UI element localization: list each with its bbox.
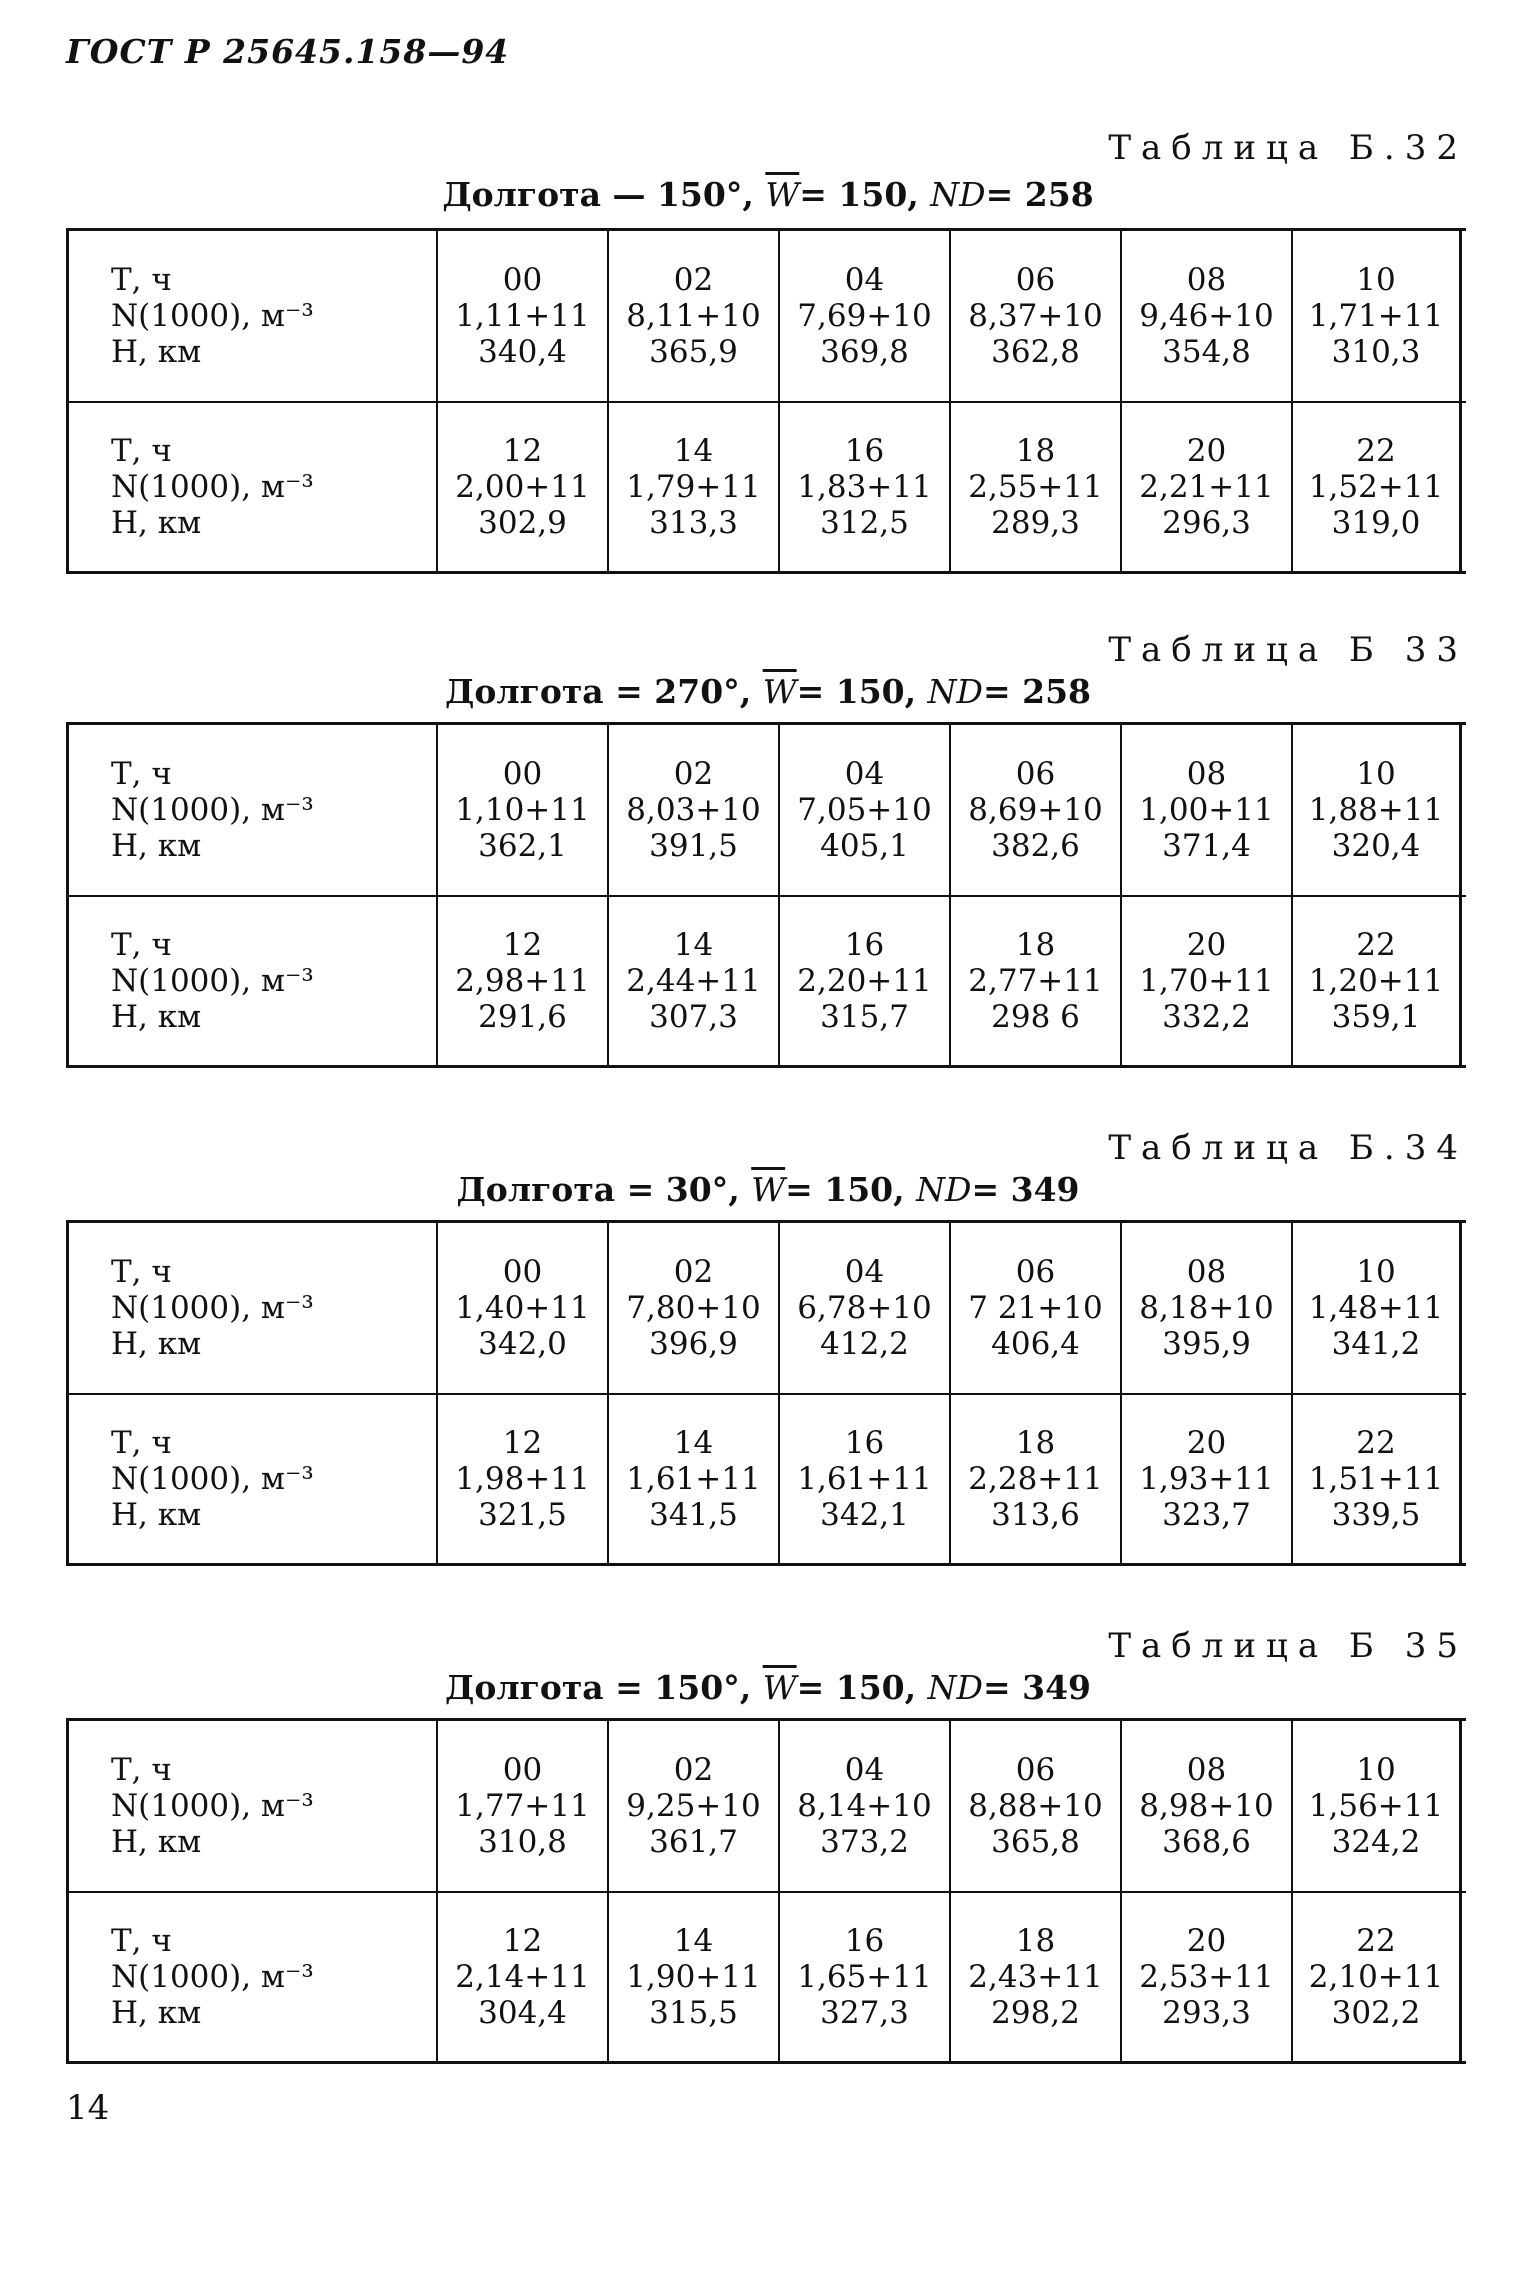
density-value: 1,88+11 — [1308, 792, 1444, 828]
caption-w-value: = 150, — [799, 175, 919, 214]
table-row-block — [66, 895, 1466, 1065]
time-value: 20 — [1186, 1425, 1227, 1461]
table-cell — [1120, 1721, 1291, 1891]
table-cell — [949, 231, 1120, 401]
caption-w-value: = 150, — [796, 1668, 917, 1707]
label-height: Н, км — [111, 999, 202, 1035]
table-cell — [949, 1223, 1120, 1393]
table-cell — [1291, 1721, 1462, 1891]
height-value: 406,4 — [991, 1326, 1080, 1362]
table-cell — [1291, 403, 1462, 571]
label-time: Т, ч — [111, 1254, 172, 1290]
table-cell — [436, 1395, 607, 1563]
caption-w-symbol: $\overline{W}$ — [751, 1170, 786, 1209]
time-value: 10 — [1356, 1752, 1396, 1788]
label-density: N(1000), м⁻³ — [111, 1290, 314, 1326]
density-value: 8,03+10 — [626, 792, 761, 828]
label-height: Н, км — [111, 505, 202, 541]
time-value: 00 — [502, 1752, 543, 1788]
table-cell — [436, 1893, 607, 2061]
time-value: 14 — [673, 1923, 714, 1959]
table-cell — [949, 1721, 1120, 1891]
time-value: 22 — [1356, 1923, 1396, 1959]
table-label: Таблица Б 35 — [1108, 1626, 1468, 1666]
density-value: 1,48+11 — [1308, 1290, 1444, 1326]
table-row-block — [66, 725, 1466, 895]
table-cell — [1120, 1893, 1291, 2061]
density-value: 1,61+11 — [626, 1461, 761, 1497]
data-table — [66, 722, 1466, 1068]
time-value: 18 — [1015, 433, 1056, 469]
label-height: Н, км — [111, 1326, 202, 1362]
height-value: 391,5 — [649, 828, 738, 864]
label-time: Т, ч — [111, 1923, 172, 1959]
time-value: 04 — [844, 262, 885, 298]
table-caption — [0, 1170, 1536, 1209]
table-row-block — [66, 1393, 1466, 1563]
time-value: 06 — [1015, 1752, 1056, 1788]
label-height: Н, км — [111, 334, 202, 370]
label-density: N(1000), м⁻³ — [111, 792, 314, 828]
height-value: 313,3 — [649, 505, 738, 541]
label-density: N(1000), м⁻³ — [111, 298, 314, 334]
time-value: 02 — [673, 1254, 714, 1290]
table-label: Таблица Б.34 — [1108, 1128, 1468, 1168]
height-value: 327,3 — [820, 1995, 909, 2031]
density-value: 1,79+11 — [626, 469, 761, 505]
table-cell — [436, 231, 607, 401]
density-value: 2,77+11 — [968, 963, 1103, 999]
density-value: 1,98+11 — [455, 1461, 590, 1497]
data-table — [66, 1220, 1466, 1566]
height-value: 298,2 — [991, 1995, 1080, 2031]
time-value: 08 — [1186, 262, 1227, 298]
table-cell — [1291, 1223, 1462, 1393]
density-value: 2,53+11 — [1139, 1959, 1274, 1995]
time-value: 12 — [502, 433, 543, 469]
table-cell — [436, 1223, 607, 1393]
density-value: 1,10+11 — [455, 792, 590, 828]
time-value: 02 — [673, 756, 714, 792]
table-cell — [1291, 1395, 1462, 1563]
table-cell — [1120, 1223, 1291, 1393]
table-row-block — [66, 1891, 1466, 2061]
time-value: 22 — [1356, 927, 1396, 963]
row-labels — [66, 1721, 436, 1891]
table-cell — [949, 1893, 1120, 2061]
height-value: 289,3 — [991, 505, 1080, 541]
table-cell — [1120, 897, 1291, 1065]
density-value: 1,61+11 — [797, 1461, 932, 1497]
density-value: 2,98+11 — [455, 963, 590, 999]
height-value: 354,8 — [1162, 334, 1251, 370]
table-cell — [607, 1223, 778, 1393]
height-value: 321,5 — [478, 1497, 567, 1533]
density-value: 9,25+10 — [626, 1788, 761, 1824]
height-value: 362,1 — [478, 828, 567, 864]
table-cell — [436, 897, 607, 1065]
density-value: 1,56+11 — [1308, 1788, 1444, 1824]
height-value: 373,2 — [820, 1824, 909, 1860]
density-value: 2,10+11 — [1308, 1959, 1444, 1995]
height-value: 310,3 — [1331, 334, 1421, 370]
density-value: 8,18+10 — [1139, 1290, 1274, 1326]
row-labels — [66, 403, 436, 571]
table-cell — [1291, 231, 1462, 401]
time-value: 18 — [1015, 927, 1056, 963]
label-time: Т, ч — [111, 262, 172, 298]
row-labels — [66, 897, 436, 1065]
density-value: 2,55+11 — [968, 469, 1103, 505]
time-value: 18 — [1015, 1425, 1056, 1461]
density-value: 2,28+11 — [968, 1461, 1103, 1497]
density-value: 1,83+11 — [797, 469, 932, 505]
label-time: Т, ч — [111, 433, 172, 469]
table-cell — [778, 1721, 949, 1891]
data-table — [66, 228, 1466, 574]
height-value: 315,5 — [649, 1995, 738, 2031]
table-cell — [949, 725, 1120, 895]
density-value: 8,69+10 — [968, 792, 1103, 828]
height-value: 291,6 — [478, 999, 567, 1035]
height-value: 324,2 — [1331, 1824, 1421, 1860]
height-value: 361,7 — [649, 1824, 738, 1860]
table-cell — [778, 1223, 949, 1393]
label-height: Н, км — [111, 828, 202, 864]
time-value: 10 — [1356, 756, 1396, 792]
density-value: 7,69+10 — [797, 298, 932, 334]
time-value: 22 — [1356, 1425, 1396, 1461]
density-value: 1,65+11 — [797, 1959, 932, 1995]
caption-longitude: Долгота — 150°, — [442, 175, 754, 214]
time-value: 04 — [844, 756, 885, 792]
height-value: 302,9 — [478, 505, 567, 541]
time-value: 06 — [1015, 1254, 1056, 1290]
label-density: N(1000), м⁻³ — [111, 1461, 314, 1497]
height-value: 298 6 — [991, 999, 1080, 1035]
table-cell — [949, 403, 1120, 571]
density-value: 1,11+11 — [455, 298, 590, 334]
table-cell — [949, 897, 1120, 1065]
time-value: 08 — [1186, 756, 1227, 792]
table-cell — [778, 231, 949, 401]
time-value: 12 — [502, 1923, 543, 1959]
height-value: 369,8 — [820, 334, 909, 370]
label-density: N(1000), м⁻³ — [111, 963, 314, 999]
height-value: 319,0 — [1331, 505, 1421, 541]
caption-nd-value: = 349 — [982, 1668, 1091, 1707]
density-value: 1,20+11 — [1308, 963, 1444, 999]
height-value: 310,8 — [478, 1824, 567, 1860]
caption-w-value: = 150, — [796, 672, 917, 711]
density-value: 9,46+10 — [1139, 298, 1274, 334]
density-value: 2,43+11 — [968, 1959, 1103, 1995]
height-value: 341,5 — [649, 1497, 738, 1533]
table-cell — [778, 1893, 949, 2061]
time-value: 20 — [1186, 1923, 1227, 1959]
data-table — [66, 1718, 1466, 2064]
table-cell — [778, 403, 949, 571]
density-value: 2,14+11 — [455, 1959, 590, 1995]
height-value: 323,7 — [1162, 1497, 1251, 1533]
label-density: N(1000), м⁻³ — [111, 1959, 314, 1995]
table-cell — [607, 231, 778, 401]
table-caption — [0, 672, 1536, 711]
height-value: 304,4 — [478, 1995, 567, 2031]
caption-w-symbol: $\overline{W}$ — [762, 1668, 797, 1707]
page-number: 14 — [66, 2088, 110, 2128]
density-value: 1,51+11 — [1308, 1461, 1444, 1497]
caption-nd-symbol: ND — [916, 1170, 972, 1209]
density-value: 8,98+10 — [1139, 1788, 1274, 1824]
height-value: 395,9 — [1162, 1326, 1251, 1362]
height-value: 359,1 — [1331, 999, 1421, 1035]
density-value: 1,70+11 — [1139, 963, 1274, 999]
caption-nd-value: = 258 — [985, 175, 1094, 214]
table-cell — [1120, 725, 1291, 895]
table-cell — [778, 725, 949, 895]
height-value: 296,3 — [1162, 505, 1251, 541]
caption-w-symbol: $\overline{W}$ — [762, 672, 797, 711]
table-row-block — [66, 1721, 1466, 1891]
height-value: 342,1 — [820, 1497, 909, 1533]
time-value: 00 — [502, 756, 543, 792]
height-value: 368,6 — [1162, 1824, 1251, 1860]
table-label: Таблица Б.32 — [1108, 128, 1468, 168]
label-height: Н, км — [111, 1995, 202, 2031]
time-value: 16 — [844, 1923, 885, 1959]
table-cell — [607, 1721, 778, 1891]
table-cell — [778, 1395, 949, 1563]
time-value: 18 — [1015, 1923, 1056, 1959]
time-value: 00 — [502, 1254, 543, 1290]
density-value: 7,05+10 — [797, 792, 932, 828]
time-value: 20 — [1186, 927, 1227, 963]
table-cell — [607, 1395, 778, 1563]
density-value: 2,20+11 — [797, 963, 932, 999]
table-row-block — [66, 1223, 1466, 1393]
time-value: 22 — [1356, 433, 1396, 469]
density-value: 1,52+11 — [1308, 469, 1444, 505]
density-value: 6,78+10 — [797, 1290, 932, 1326]
height-value: 382,6 — [991, 828, 1080, 864]
time-value: 14 — [673, 927, 714, 963]
caption-longitude: Долгота = 30°, — [456, 1170, 740, 1209]
label-height: Н, км — [111, 1497, 202, 1533]
document-code: ГОСТ Р 25645.158—94 — [66, 32, 510, 71]
caption-w-symbol: $\overline{W}$ — [765, 175, 800, 214]
density-value: 1,90+11 — [626, 1959, 761, 1995]
label-density: N(1000), м⁻³ — [111, 1788, 314, 1824]
table-cell — [949, 1395, 1120, 1563]
time-value: 08 — [1186, 1254, 1227, 1290]
height-value: 302,2 — [1331, 1995, 1421, 2031]
height-value: 342,0 — [478, 1326, 567, 1362]
table-cell — [1291, 725, 1462, 895]
table-cell — [436, 403, 607, 571]
label-time: Т, ч — [111, 927, 172, 963]
table-cell — [1291, 897, 1462, 1065]
density-value: 1,00+11 — [1139, 792, 1274, 828]
time-value: 06 — [1015, 756, 1056, 792]
height-value: 365,9 — [649, 334, 738, 370]
density-value: 8,14+10 — [797, 1788, 932, 1824]
row-labels — [66, 1223, 436, 1393]
row-labels — [66, 1893, 436, 2061]
time-value: 16 — [844, 927, 885, 963]
row-labels — [66, 231, 436, 401]
label-time: Т, ч — [111, 1425, 172, 1461]
table-cell — [778, 897, 949, 1065]
height-value: 365,8 — [991, 1824, 1080, 1860]
caption-nd-symbol: ND — [927, 1668, 983, 1707]
time-value: 16 — [844, 1425, 885, 1461]
table-cell — [1120, 1395, 1291, 1563]
row-labels — [66, 1395, 436, 1563]
density-value: 1,71+11 — [1308, 298, 1444, 334]
caption-nd-value: = 349 — [971, 1170, 1080, 1209]
table-cell — [436, 1721, 607, 1891]
table-cell — [607, 403, 778, 571]
height-value: 307,3 — [649, 999, 738, 1035]
time-value: 02 — [673, 1752, 714, 1788]
density-value: 1,40+11 — [455, 1290, 590, 1326]
table-cell — [1120, 403, 1291, 571]
density-value: 8,88+10 — [968, 1788, 1103, 1824]
table-cell — [607, 725, 778, 895]
density-value: 2,44+11 — [626, 963, 761, 999]
height-value: 396,9 — [649, 1326, 738, 1362]
table-row-block — [66, 231, 1466, 401]
time-value: 12 — [502, 927, 543, 963]
height-value: 405,1 — [820, 828, 909, 864]
height-value: 320,4 — [1331, 828, 1421, 864]
table-label: Таблица Б 33 — [1108, 630, 1468, 670]
time-value: 02 — [673, 262, 714, 298]
height-value: 412,2 — [820, 1326, 909, 1362]
table-cell — [607, 897, 778, 1065]
density-value: 1,77+11 — [455, 1788, 590, 1824]
time-value: 04 — [844, 1752, 885, 1788]
density-value: 7,80+10 — [626, 1290, 761, 1326]
label-time: Т, ч — [111, 1752, 172, 1788]
label-time: Т, ч — [111, 756, 172, 792]
density-value: 2,00+11 — [455, 469, 590, 505]
table-row-block — [66, 401, 1466, 571]
time-value: 00 — [502, 262, 543, 298]
height-value: 371,4 — [1162, 828, 1251, 864]
caption-longitude: Долгота = 270°, — [445, 672, 752, 711]
caption-longitude: Долгота = 150°, — [445, 1668, 752, 1707]
time-value: 04 — [844, 1254, 885, 1290]
density-value: 8,37+10 — [968, 298, 1103, 334]
time-value: 08 — [1186, 1752, 1227, 1788]
density-value: 2,21+11 — [1139, 469, 1274, 505]
height-value: 339,5 — [1331, 1497, 1421, 1533]
density-value: 8,11+10 — [626, 298, 761, 334]
time-value: 12 — [502, 1425, 543, 1461]
caption-nd-value: = 258 — [982, 672, 1091, 711]
time-value: 20 — [1186, 433, 1227, 469]
table-cell — [607, 1893, 778, 2061]
caption-nd-symbol: ND — [930, 175, 986, 214]
height-value: 340,4 — [478, 334, 567, 370]
time-value: 16 — [844, 433, 885, 469]
height-value: 362,8 — [991, 334, 1080, 370]
height-value: 341,2 — [1331, 1326, 1421, 1362]
row-labels — [66, 725, 436, 895]
height-value: 313,6 — [991, 1497, 1080, 1533]
time-value: 10 — [1356, 1254, 1396, 1290]
table-cell — [1120, 231, 1291, 401]
time-value: 14 — [673, 433, 714, 469]
height-value: 293,3 — [1162, 1995, 1251, 2031]
time-value: 10 — [1356, 262, 1396, 298]
density-value: 1,93+11 — [1139, 1461, 1274, 1497]
table-cell — [436, 725, 607, 895]
caption-w-value: = 150, — [785, 1170, 905, 1209]
label-density: N(1000), м⁻³ — [111, 469, 314, 505]
density-value: 7 21+10 — [968, 1290, 1103, 1326]
time-value: 06 — [1015, 262, 1056, 298]
caption-nd-symbol: ND — [927, 672, 983, 711]
table-cell — [1291, 1893, 1462, 2061]
label-height: Н, км — [111, 1824, 202, 1860]
height-value: 312,5 — [820, 505, 909, 541]
time-value: 14 — [673, 1425, 714, 1461]
table-caption — [0, 175, 1536, 214]
height-value: 315,7 — [820, 999, 909, 1035]
table-caption — [0, 1668, 1536, 1707]
height-value: 332,2 — [1162, 999, 1251, 1035]
